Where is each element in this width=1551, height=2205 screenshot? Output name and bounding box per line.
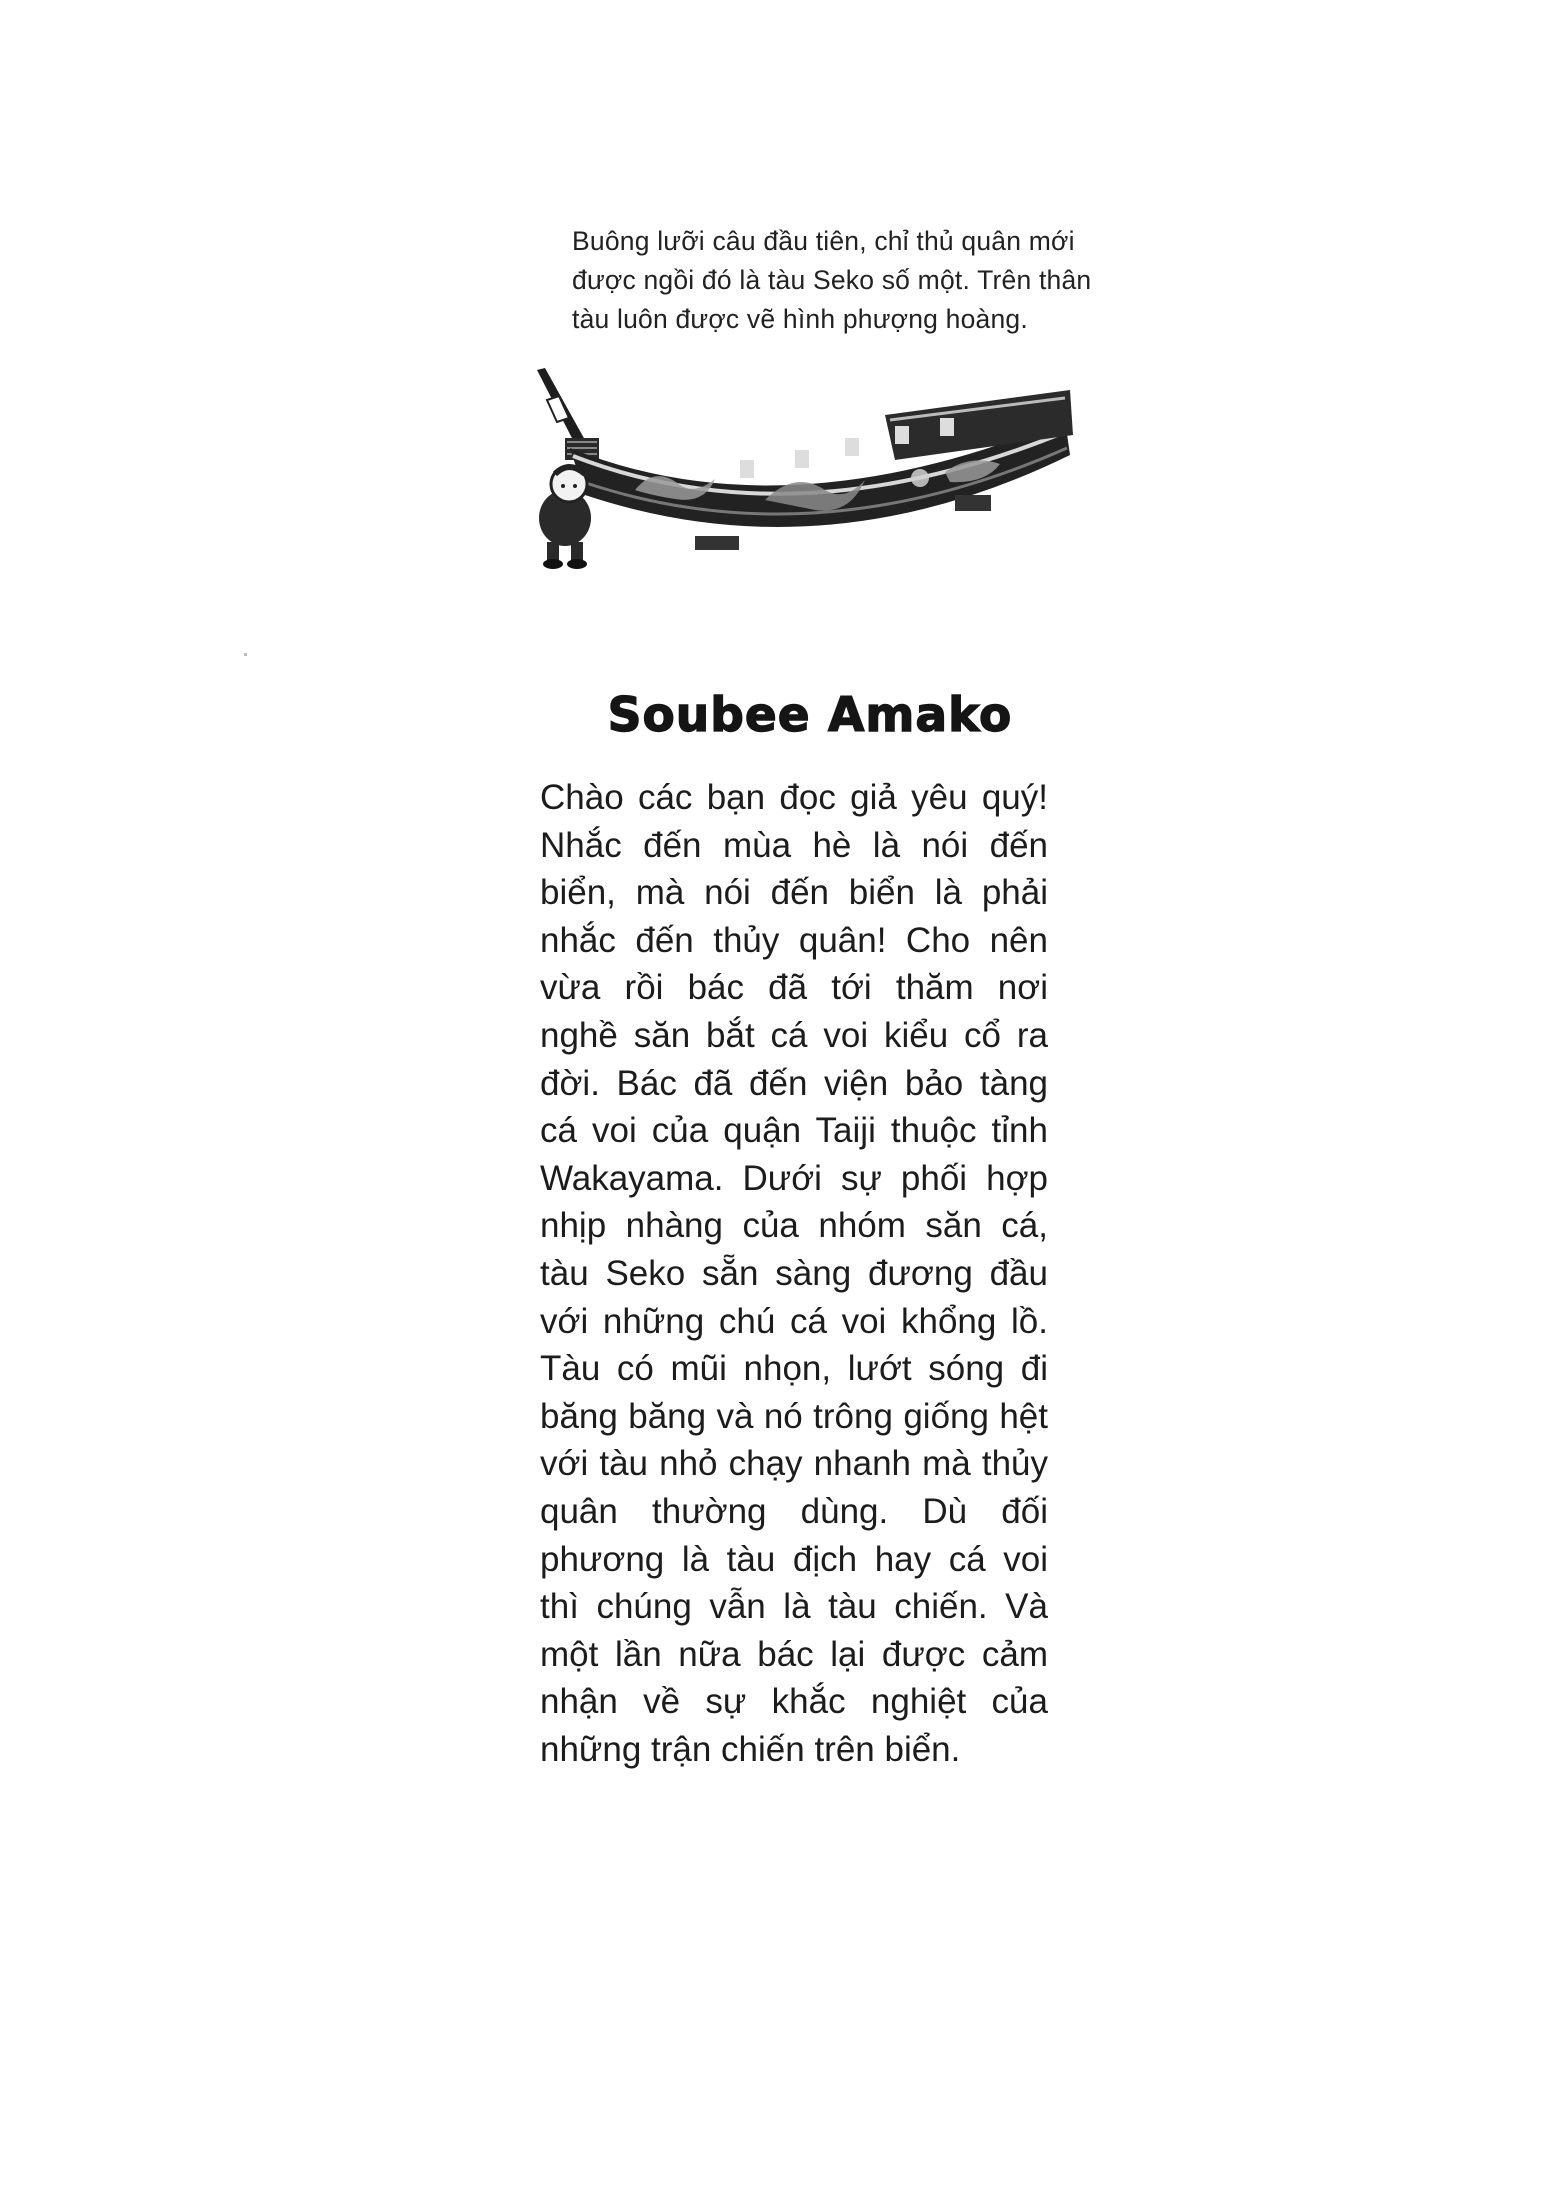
- seko-boat-image: [525, 360, 1100, 585]
- scan-speck: [244, 653, 247, 656]
- illustration-caption: Buông lưỡi câu đầu tiên, chỉ thủ quân mới được ngồi đó là tàu Seko số một. Trên thân tàu luôn được vẽ hình phượng hoàng.: [572, 226, 1092, 334]
- samurai-figure: [539, 466, 591, 569]
- boat-support: [955, 495, 991, 511]
- article-body: Chào các bạn đọc giả yêu quý! Nhắc đến mùa hè là nói đến biển, mà nói đến biển là phải nhắc đến thủy quân! Cho nên vừa rồi bác đã tới thăm nơi nghề săn bắt cá voi kiểu cổ ra đời. Bác đã đến viện bảo tàng cá voi của quận Taiji thuộc tỉnh Wakayama. Dưới sự phối hợp nhịp nhàng của nhóm săn cá, tàu Seko sẵn sàng đương đầu với những chú cá voi khổng lồ. Tàu có mũi nhọn, lướt sóng đi băng băng và nó trông giống hệt với tàu nhỏ chạy nhanh mà thủy quân thường dùng. Dù đối phương là tàu địch hay cá voi thì chúng vẫn là tàu chiến. Và một lần nữa bác lại được cảm nhận về sự khắc nghiệt của những trận chiến trên biển.: [540, 778, 1048, 1769]
- author-title: Soubee Amako: [607, 688, 1013, 743]
- boat-illustration: [525, 360, 1100, 585]
- boat-support: [695, 536, 739, 550]
